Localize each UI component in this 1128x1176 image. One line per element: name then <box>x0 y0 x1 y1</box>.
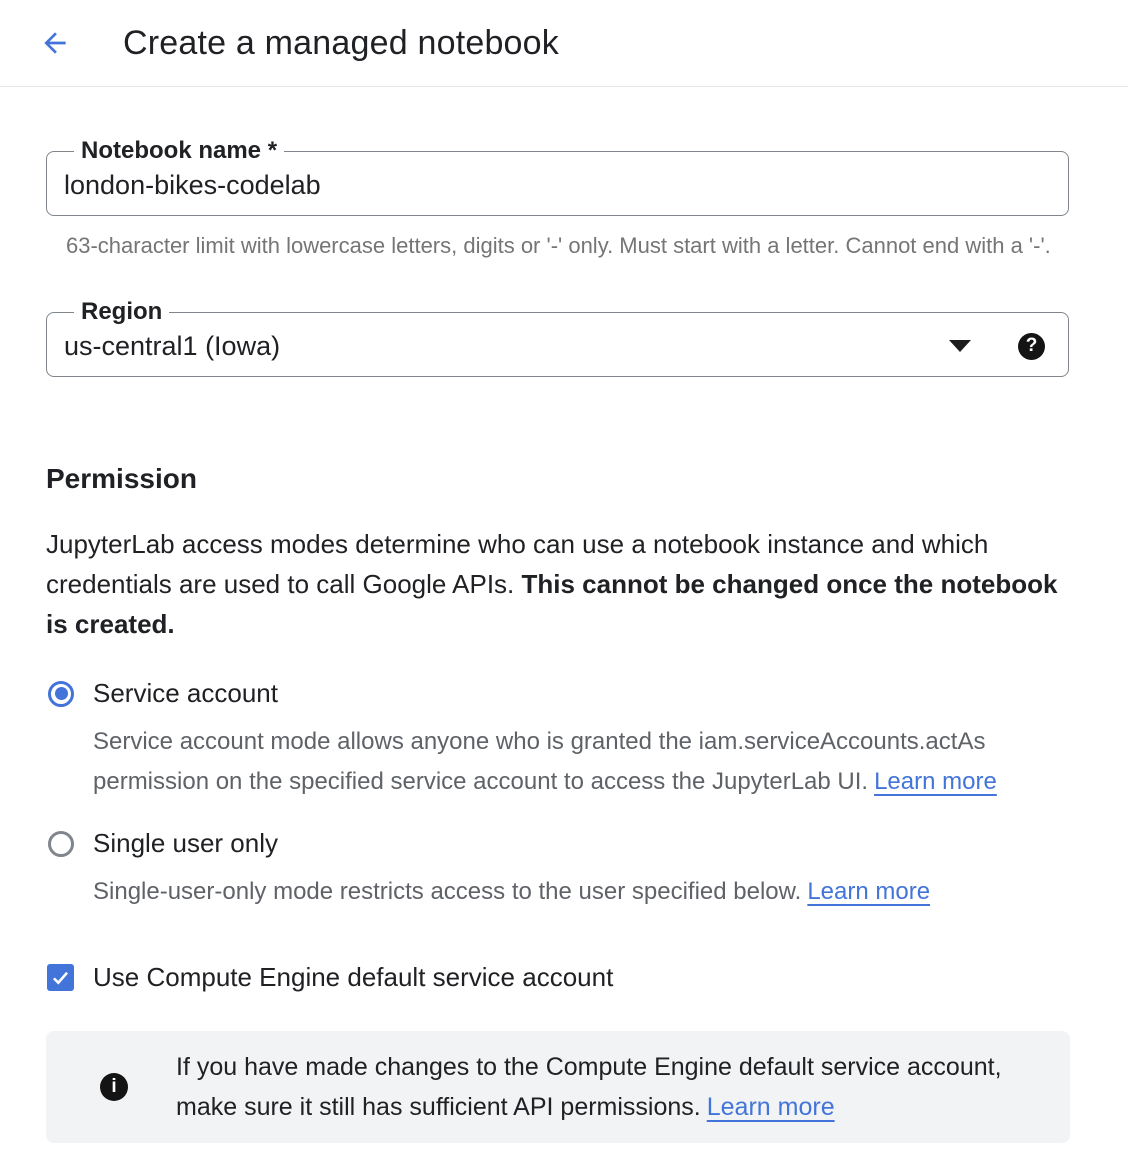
use-default-service-account-checkbox-row[interactable] <box>46 962 1070 993</box>
page-title: Create a managed notebook <box>123 23 559 62</box>
radio-selected-icon[interactable] <box>48 681 74 707</box>
service-account-learn-more-link[interactable]: Learn more <box>874 768 997 795</box>
single-user-learn-more-link[interactable]: Learn more <box>807 878 931 905</box>
description-text: Service account mode allows anyone who is granted the iam.serviceAccounts.actAs permission on the specified service account to access the JupyterLab UI. <box>93 728 986 795</box>
region-help-icon[interactable]: ? <box>1018 333 1045 360</box>
permission-intro <box>46 524 1070 644</box>
notebook-name-helper: 63-character limit with lowercase letters, digits or '-' only. Must start with a letter. Cannot end with a '-'. <box>66 233 1051 258</box>
permission-intro-bold: This cannot be changed once the notebook is created. <box>46 569 1058 639</box>
radio-single-user-only-description <box>93 872 1028 912</box>
dropdown-arrow-icon[interactable] <box>949 340 971 352</box>
radio-single-user-only[interactable] <box>46 828 1070 859</box>
notebook-name-field[interactable] <box>46 138 1069 216</box>
info-text <box>176 1047 1046 1127</box>
notebook-name-label: Notebook name * <box>81 137 278 164</box>
radio-single-user-only-label[interactable]: Single user only <box>93 828 278 858</box>
description-text: Single-user-only mode restricts access to the user specified below. <box>93 878 802 905</box>
notebook-name-input[interactable] <box>64 170 1052 201</box>
radio-service-account-label[interactable]: Service account <box>93 678 278 708</box>
info-banner <box>46 1031 1070 1143</box>
radio-unselected-icon[interactable] <box>48 831 74 857</box>
permission-heading: Permission <box>46 463 197 494</box>
page-header <box>0 0 1128 87</box>
access-mode-radio-group <box>46 678 1070 912</box>
radio-service-account-description <box>93 722 1028 802</box>
region-selected-value[interactable]: us-central1 (Iowa) <box>64 330 281 361</box>
info-learn-more-link[interactable]: Learn more <box>706 1093 835 1121</box>
region-label: Region <box>81 298 163 325</box>
info-text-content: If you have made changes to the Compute Engine default service account, make sure it still has sufficient API permissions. <box>176 1053 1002 1121</box>
back-button[interactable] <box>38 26 72 60</box>
arrow-back-icon <box>39 27 71 59</box>
region-field[interactable] <box>46 299 1069 377</box>
checkbox-label[interactable]: Use Compute Engine default service account <box>93 962 614 992</box>
info-icon: i <box>100 1073 128 1101</box>
radio-service-account[interactable] <box>46 678 1070 709</box>
check-mark-icon <box>50 967 71 988</box>
permission-intro-normal: JupyterLab access modes determine who can use a notebook instance and which credentials are used to call Google APIs. <box>46 529 989 599</box>
checkbox-checked-icon[interactable] <box>47 964 74 991</box>
